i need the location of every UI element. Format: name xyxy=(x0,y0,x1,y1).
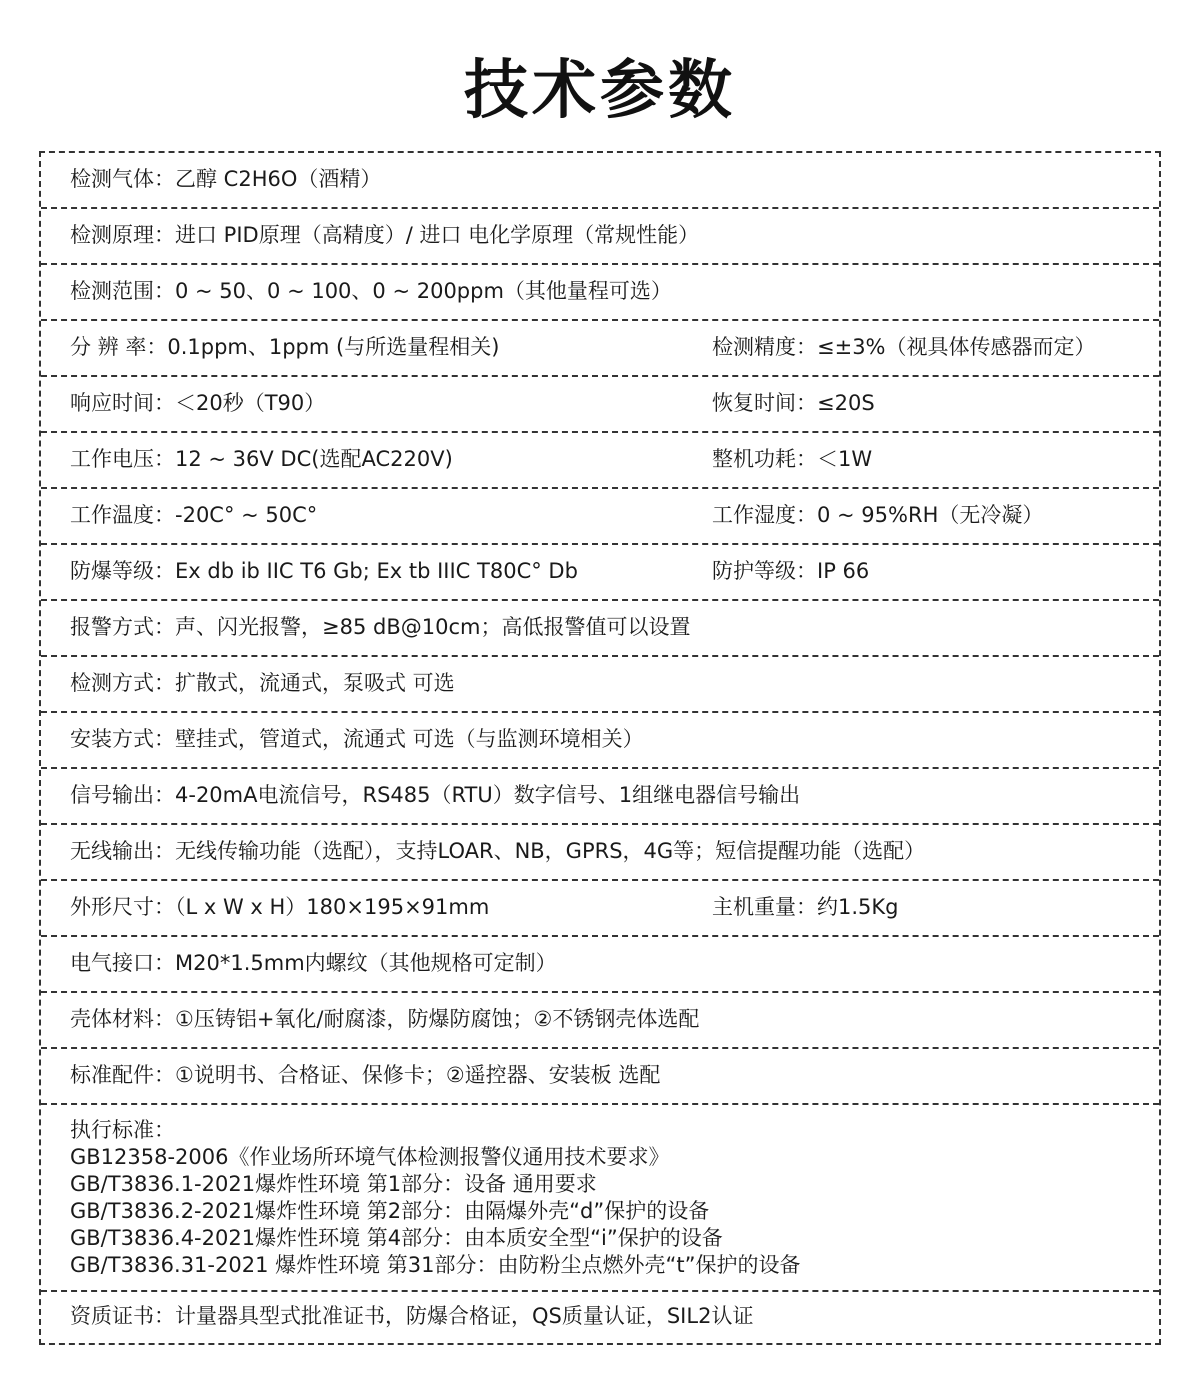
spec-alarm: 报警方式：声、闪光报警，≥85 dB@10cm；高低报警值可以设置 xyxy=(70,615,691,639)
spec-principle: 检测原理：进口 PID原理（高精度）/ 进口 电化学原理（常规性能） xyxy=(70,223,700,247)
standards-heading: 执行标准： xyxy=(70,1118,175,1142)
spec-recovery-time: 恢复时间：≤20S xyxy=(712,391,875,415)
spec-gas: 检测气体：乙醇 C2H6O（酒精） xyxy=(70,167,382,191)
spec-housing-material: 壳体材料：①压铸铝+氧化/耐腐漆，防爆防腐蚀；②不锈钢壳体选配 xyxy=(70,1007,700,1031)
spec-dimensions: 外形尺寸：（L x W x H）180×195×91mm xyxy=(70,895,490,919)
standard-line: GB/T3836.1-2021爆炸性环境 第1部分：设备 通用要求 xyxy=(70,1172,597,1196)
spec-row-interface xyxy=(41,937,1159,993)
spec-resolution: 分 辨 率：0.1ppm、1ppm (与所选量程相关) xyxy=(70,335,500,359)
standard-line: GB/T3836.2-2021爆炸性环境 第2部分：由隔爆外壳“d”保护的设备 xyxy=(70,1199,710,1223)
spec-row-alarm xyxy=(41,601,1159,657)
spec-row-resolution xyxy=(41,321,1159,377)
standards-block xyxy=(70,1117,801,1279)
spec-range: 检测范围：0 ~ 50、0 ~ 100、0 ~ 200ppm（其他量程可选） xyxy=(70,279,672,303)
spec-wireless-output: 无线输出：无线传输功能（选配），支持LOAR、NB，GPRS，4G等；短信提醒功能（选配） xyxy=(70,839,926,863)
spec-electrical-interface: 电气接口：M20*1.5mm内螺纹（其他规格可定制） xyxy=(70,951,557,975)
spec-row-response xyxy=(41,377,1159,433)
spec-voltage: 工作电压：12 ~ 36V DC(选配AC220V) xyxy=(70,447,453,471)
spec-row-accessories xyxy=(41,1049,1159,1105)
spec-row-certificates xyxy=(41,1292,1159,1343)
spec-weight: 主机重量：约1.5Kg xyxy=(712,895,899,919)
spec-row-range xyxy=(41,265,1159,321)
spec-row-principle xyxy=(41,209,1159,265)
spec-row-signal xyxy=(41,769,1159,825)
spec-row-gas xyxy=(41,153,1159,209)
spec-installation: 安装方式：壁挂式，管道式，流通式 可选（与监测环境相关） xyxy=(70,727,644,751)
spec-row-explosion xyxy=(41,545,1159,601)
standard-line: GB/T3836.31-2021 爆炸性环境 第31部分：由防粉尘点燃外壳“t”保护的设备 xyxy=(70,1253,801,1277)
standard-line: GB12358-2006《作业场所环境气体检测报警仪通用技术要求》 xyxy=(70,1145,670,1169)
spec-explosion-grade: 防爆等级：Ex db ib IIC T6 Gb; Ex tb IIIC T80C° Db xyxy=(70,559,578,583)
spec-humidity: 工作湿度：0 ~ 95%RH（无冷凝） xyxy=(712,503,1044,527)
spec-row-wireless xyxy=(41,825,1159,881)
spec-row-installation xyxy=(41,713,1159,769)
spec-power: 整机功耗：＜1W xyxy=(712,447,873,471)
page-title: 技术参数 xyxy=(464,54,736,128)
spec-detection-mode: 检测方式：扩散式，流通式，泵吸式 可选 xyxy=(70,671,455,695)
spec-response-time: 响应时间：＜20秒（T90） xyxy=(70,391,326,415)
standard-line: GB/T3836.4-2021爆炸性环境 第4部分：由本质安全型“i”保护的设备 xyxy=(70,1226,723,1250)
spec-row-dimensions xyxy=(41,881,1159,937)
spec-accuracy: 检测精度：≤±3%（视具体传感器而定） xyxy=(712,335,1096,359)
spec-row-standards xyxy=(41,1105,1159,1292)
spec-temperature: 工作温度：-20C° ~ 50C° xyxy=(70,503,318,527)
spec-row-detection-mode xyxy=(41,657,1159,713)
spec-signal-output: 信号输出：4-20mA电流信号，RS485（RTU）数字信号、1组继电器信号输出 xyxy=(70,783,801,807)
spec-row-housing xyxy=(41,993,1159,1049)
spec-accessories: 标准配件：①说明书、合格证、保修卡；②遥控器、安装板 选配 xyxy=(70,1063,661,1087)
spec-row-voltage xyxy=(41,433,1159,489)
spec-certificates: 资质证书：计量器具型式批准证书，防爆合格证，QS质量认证，SIL2认证 xyxy=(70,1304,754,1328)
spec-protection-grade: 防护等级：IP 66 xyxy=(712,559,870,583)
spec-row-temperature xyxy=(41,489,1159,545)
spec-table xyxy=(39,151,1161,1345)
